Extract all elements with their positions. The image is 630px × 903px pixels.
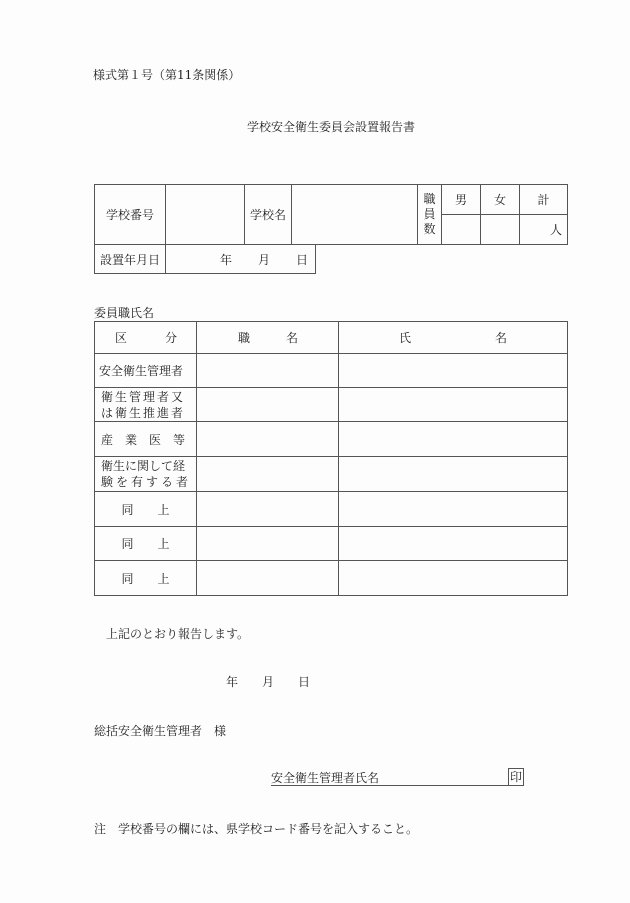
member-position-field[interactable] <box>197 561 338 595</box>
member-name-field[interactable] <box>339 422 567 456</box>
header-position <box>238 322 298 353</box>
male-label: 男 <box>454 193 467 207</box>
member-name-field[interactable] <box>339 561 567 595</box>
header-name-char: 名 <box>494 331 507 345</box>
member-category <box>95 388 196 421</box>
report-date-day: 日 <box>298 675 311 689</box>
report-date-month: 月 <box>262 675 275 689</box>
established-month: 月 <box>257 252 270 267</box>
header-category-char: 分 <box>164 331 177 345</box>
header-position-char: 名 <box>285 331 298 345</box>
form-number: 様式第１号（第11条関係） <box>93 68 241 82</box>
male-count-field[interactable] <box>442 215 480 244</box>
report-date[interactable] <box>226 673 310 690</box>
established-year: 年 <box>219 252 232 267</box>
member-category: 産 業 医 等 <box>101 432 186 447</box>
member-category: 同 上 <box>121 537 170 551</box>
report-statement: 上記のとおり報告します。 <box>106 627 250 641</box>
report-date-year: 年 <box>226 675 239 689</box>
member-category <box>95 457 196 491</box>
member-category-line: 験を有する者 <box>101 475 192 489</box>
header-category-char: 区 <box>115 331 128 345</box>
member-position-field[interactable] <box>197 457 338 491</box>
member-category-line: 衛生に関して経 <box>101 459 186 473</box>
member-position-field[interactable] <box>197 527 338 560</box>
established-date-label: 設置年月日 <box>99 252 160 267</box>
member-name-field[interactable] <box>339 492 567 526</box>
staff-count-label <box>418 185 441 244</box>
document-title: 学校安全衛生委員会設置報告書 <box>247 120 416 134</box>
member-name-field[interactable] <box>339 388 567 421</box>
staff-count-label-char: 員 <box>423 207 436 221</box>
member-category: 同 上 <box>121 571 170 586</box>
member-position-field[interactable] <box>197 388 338 421</box>
female-label: 女 <box>493 193 506 207</box>
school-number-field[interactable] <box>166 185 244 244</box>
header-name-char: 氏 <box>399 331 412 345</box>
member-position-field[interactable] <box>197 422 338 456</box>
member-category-line: は衛生推進者 <box>101 405 186 420</box>
member-category-line: 衛生管理者又 <box>101 389 186 404</box>
header-category <box>115 322 177 353</box>
header-position-char: 職 <box>238 331 251 345</box>
school-name-label: 学校名 <box>249 208 286 222</box>
header-name <box>399 322 507 353</box>
total-label: 計 <box>537 193 550 207</box>
school-number-label: 学校番号 <box>105 208 154 222</box>
member-name-field[interactable] <box>339 457 567 491</box>
total-count-field[interactable] <box>520 215 567 244</box>
signature-line[interactable] <box>271 769 508 786</box>
member-position-field[interactable] <box>197 354 338 387</box>
addressee: 総括安全衛生管理者 様 <box>94 724 227 738</box>
seal-mark: 印 <box>510 770 523 784</box>
established-day: 日 <box>295 252 308 267</box>
note: 注 学校番号の欄には、県学校コード番号を記入すること。 <box>94 822 419 836</box>
member-category: 同 上 <box>121 502 170 517</box>
female-count-field[interactable] <box>481 215 519 244</box>
members-section-label: 委員職氏名 <box>94 306 155 320</box>
school-name-field[interactable] <box>292 185 417 244</box>
member-name-field[interactable] <box>339 527 567 560</box>
total-unit: 人 <box>549 223 562 237</box>
staff-count-label-char: 職 <box>423 192 436 206</box>
established-date-field[interactable] <box>166 245 315 273</box>
member-category: 安全衛生管理者 <box>99 364 184 378</box>
member-position-field[interactable] <box>197 492 338 526</box>
staff-count-label-char: 数 <box>423 222 436 236</box>
member-name-field[interactable] <box>339 354 567 387</box>
signature-label: 安全衛生管理者氏名 <box>271 771 380 785</box>
